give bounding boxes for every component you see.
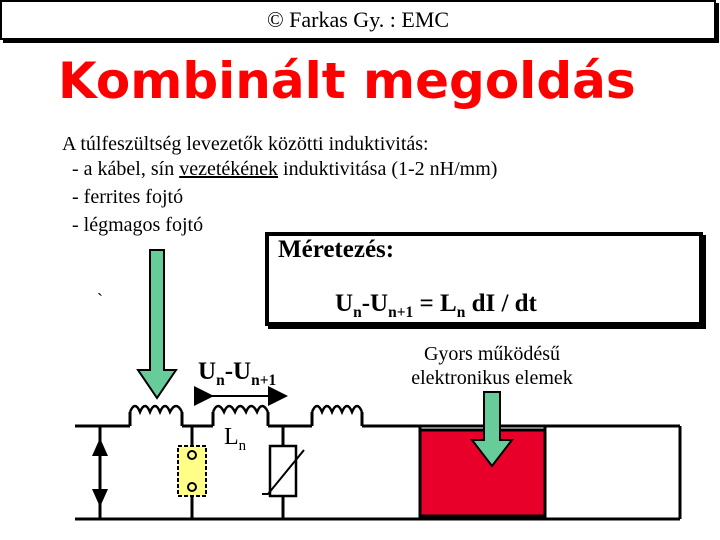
formula-minus-u: -U — [361, 290, 389, 317]
bullet-cable-post: induktivitása (1-2 nH/mm) — [278, 158, 498, 180]
bullet-cable-underlined: vezetékének — [179, 158, 279, 180]
inductor-2-icon — [213, 406, 268, 412]
stray-mark: ` — [97, 290, 103, 310]
arrow-down-icon — [92, 489, 108, 507]
inductor-coils — [130, 406, 362, 412]
circuit-wires — [75, 412, 680, 519]
formula-eq-l: = L — [413, 290, 457, 317]
green-arrow-left-icon — [138, 250, 176, 398]
formula-sub-ln: n — [456, 304, 466, 321]
gas-discharge-tube — [178, 446, 206, 496]
fast-label-line2: elektronikus elemek — [411, 367, 573, 389]
vlabel-sub-n: n — [216, 372, 225, 389]
ilabel-sub-n: n — [238, 437, 247, 454]
formula-sub-n1: n+1 — [388, 304, 414, 321]
header-text: © Farkas Gy. : EMC — [266, 7, 450, 32]
arrow-up-icon — [92, 438, 108, 456]
vlabel-minus-u: -U — [224, 358, 252, 385]
sizing-title: Méretezés: — [278, 236, 395, 263]
formula-u: U — [335, 290, 354, 317]
inductor-3-icon — [312, 406, 362, 412]
slide-title: Kombinált megoldás — [58, 52, 636, 110]
intro-text: A túlfeszültség levezetők közötti induktivitás: — [62, 133, 429, 155]
formula-sub-n: n — [353, 304, 362, 321]
inductor-1-icon — [130, 406, 182, 412]
fast-label-line1: Gyors működésű — [423, 343, 561, 365]
formula-rest: dI / dt — [465, 290, 537, 317]
ilabel-l: L — [224, 424, 239, 450]
varistor-icon — [262, 446, 304, 496]
vlabel-sub-n1: n+1 — [251, 372, 277, 389]
bullet-ferrite: - ferrites fojtó — [72, 186, 184, 208]
bullet-aircore: - légmagos fojtó — [72, 214, 204, 236]
vlabel-u: U — [198, 358, 217, 385]
bullet-cable-pre: - a kábel, sín — [72, 158, 180, 180]
